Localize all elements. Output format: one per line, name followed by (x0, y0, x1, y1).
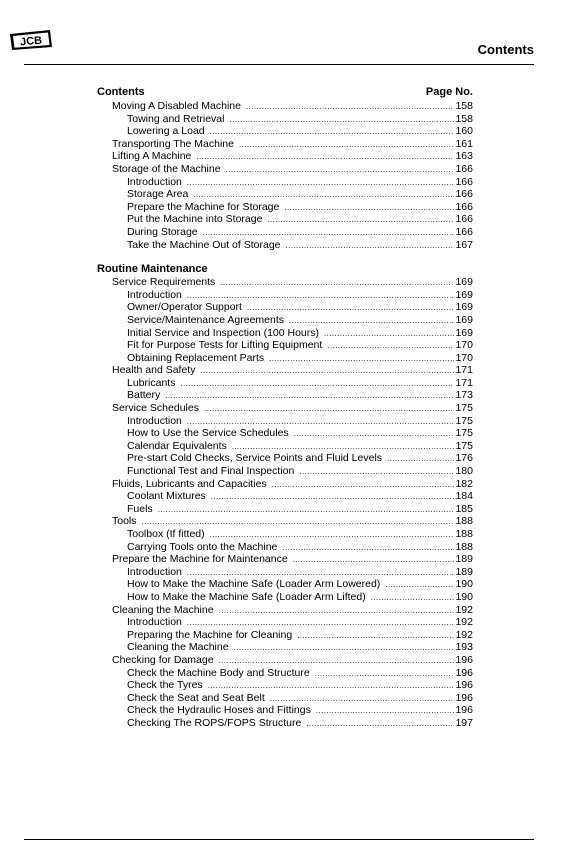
toc-entry[interactable] (97, 578, 473, 591)
toc-entry[interactable] (97, 654, 473, 667)
toc-entry-page: 184 (455, 490, 473, 503)
toc-entry[interactable] (97, 150, 473, 163)
toc-entry-page: 166 (455, 162, 473, 175)
toc-entry-title: Obtaining Replacement Parts (127, 351, 265, 364)
toc-entry-title: How to Make the Machine Safe (Loader Arm Lowered) (127, 578, 381, 591)
toc-entry-title: Service Requirements (112, 276, 216, 289)
toc-entry[interactable] (97, 402, 473, 415)
toc-entry-title: Introduction (127, 414, 182, 427)
toc-entry-title: Check the Hydraulic Hoses and Fittings (127, 704, 311, 717)
toc-dot-leader (246, 101, 454, 114)
toc-entry-page: 175 (455, 414, 473, 427)
toc-entry[interactable] (97, 125, 473, 138)
toc-dot-leader (226, 164, 455, 177)
toc-dot-leader (324, 328, 454, 341)
toc-entry[interactable] (97, 213, 473, 226)
toc-entry-page: 188 (455, 528, 473, 540)
toc-section-title: Routine Maintenance (97, 263, 208, 276)
toc-entry-title: Pre-start Cold Checks, Service Points and Fluid Levels (127, 452, 383, 465)
table-of-contents (97, 86, 473, 730)
toc-entry-title: Transporting The Machine (112, 137, 234, 150)
toc-dot-leader (371, 592, 455, 605)
toc-entry[interactable] (97, 679, 473, 692)
toc-entry-page: 169 (455, 276, 473, 289)
toc-entry[interactable] (97, 465, 473, 478)
toc-dot-leader (200, 365, 454, 378)
toc-entry-page: 166 (455, 200, 473, 213)
toc-dot-leader (272, 479, 455, 492)
toc-entry[interactable] (97, 176, 473, 189)
toc-entry[interactable] (97, 641, 473, 654)
toc-dot-leader (220, 277, 454, 290)
toc-entry[interactable] (97, 113, 473, 126)
toc-entry-page: 196 (455, 691, 473, 704)
toc-entry-page: 161 (455, 137, 473, 150)
toc-entry-page: 192 (455, 616, 473, 629)
toc-entry-title: Lowering a Load (127, 125, 205, 138)
toc-entry[interactable] (97, 616, 473, 629)
toc-entry-title: How to Make the Machine Safe (Loader Arm Lifted) (127, 590, 366, 603)
toc-entry-page: 188 (455, 515, 473, 528)
toc-dot-leader (387, 453, 454, 466)
toc-entry-page: 192 (455, 603, 473, 616)
toc-dot-leader (234, 642, 455, 655)
toc-header (97, 86, 473, 99)
toc-entry[interactable] (97, 427, 473, 440)
toc-entry-title: Health and Safety (112, 364, 196, 377)
toc-entry[interactable] (97, 667, 473, 680)
toc-entry[interactable] (97, 478, 473, 491)
toc-entry-page: 169 (455, 288, 473, 301)
toc-entry-page: 169 (455, 313, 473, 326)
toc-entry[interactable] (97, 377, 473, 390)
toc-entry-page: 169 (455, 301, 473, 314)
toc-dot-leader (294, 428, 455, 441)
toc-entry-title: Checking The ROPS/FOPS Structure (127, 716, 302, 729)
toc-entry-page: 196 (455, 653, 473, 666)
jcb-logo (6, 28, 54, 52)
toc-dot-leader (210, 126, 455, 139)
toc-dot-leader (211, 491, 455, 504)
toc-entry-title: Service/Maintenance Agreements (127, 313, 285, 326)
svg-text:JCB: JCB (19, 34, 43, 49)
toc-entry-title: Introduction (127, 565, 182, 578)
toc-entry-page: 170 (455, 351, 473, 364)
toc-entry-title: Cleaning the Machine (112, 603, 214, 616)
toc-entry-title: Storage Area (127, 188, 189, 201)
toc-entry-title: Lubricants (127, 376, 176, 389)
toc-entry[interactable] (97, 541, 473, 554)
toc-entry-page: 160 (455, 125, 473, 138)
toc-entry[interactable] (97, 226, 473, 239)
toc-entry-title: Put the Machine into Storage (127, 213, 263, 226)
toc-entry[interactable] (97, 389, 473, 402)
toc-entry-title: Prepare the Machine for Storage (127, 200, 280, 213)
toc-entry[interactable] (97, 188, 473, 201)
toc-entry-page: 193 (455, 641, 473, 654)
toc-entry-title: Moving A Disabled Machine (112, 100, 241, 112)
toc-entry-title: Fit for Purpose Tests for Lifting Equipment (127, 339, 323, 352)
toc-entry-page: 170 (455, 339, 473, 352)
toc-dot-leader (229, 114, 454, 127)
toc-entry[interactable] (97, 553, 473, 566)
toc-entry-page: 189 (455, 553, 473, 566)
toc-entry-page: 158 (455, 100, 473, 112)
toc-entry-page: 173 (455, 389, 473, 402)
toc-entry[interactable] (97, 415, 473, 428)
toc-dot-leader (219, 605, 455, 618)
toc-entry-page: 190 (455, 590, 473, 603)
toc-entry-title: Introduction (127, 175, 182, 188)
toc-entry-title: Check the Seat and Seat Belt (127, 691, 265, 704)
toc-entry-page: 196 (455, 679, 473, 692)
toc-entry-page: 169 (455, 326, 473, 339)
toc-entry-title: Initial Service and Inspection (100 Hours) (127, 326, 320, 339)
toc-entry-title: How to Use the Service Schedules (127, 427, 289, 440)
toc-entry-title: During Storage (127, 225, 198, 238)
toc-entry-title: Tools (112, 515, 137, 528)
toc-column-title: Contents (97, 86, 145, 98)
toc-entry[interactable] (97, 528, 473, 541)
toc-entry-title: Check the Machine Body and Structure (127, 666, 310, 679)
toc-dot-leader (165, 390, 454, 403)
toc-dot-leader (284, 202, 454, 215)
toc-entry-title: Owner/Operator Support (127, 301, 242, 314)
toc-entry-page: 166 (455, 213, 473, 226)
toc-entry[interactable] (97, 352, 473, 365)
toc-entry-page: 197 (455, 716, 473, 729)
toc-entry-title: Toolbox (If fitted) (127, 528, 205, 540)
toc-entry[interactable] (97, 717, 473, 730)
toc-entry[interactable] (97, 289, 473, 302)
toc-entry-page: 189 (455, 565, 473, 578)
toc-entry[interactable] (97, 490, 473, 503)
toc-entry-title: Take the Machine Out of Storage (127, 238, 281, 251)
toc-entry-title: Checking for Damage (112, 653, 214, 666)
toc-entry-title: Battery (127, 389, 161, 402)
toc-entry[interactable] (97, 239, 473, 252)
toc-entry[interactable] (97, 314, 473, 327)
toc-entry-page: 166 (455, 225, 473, 238)
toc-dot-leader (327, 340, 454, 353)
toc-entry-page: 190 (455, 578, 473, 591)
toc-entry-page: 166 (455, 188, 473, 201)
toc-entry[interactable] (97, 327, 473, 340)
toc-entry-page: 171 (455, 376, 473, 389)
toc-entry-page: 175 (455, 439, 473, 452)
toc-entry[interactable] (97, 301, 473, 314)
toc-entry-title: Towing and Retrieval (127, 112, 225, 125)
toc-entry-page: 192 (455, 628, 473, 641)
toc-entry-title: Coolant Mixtures (127, 490, 206, 503)
toc-entry[interactable] (97, 339, 473, 352)
toc-entry[interactable] (97, 692, 473, 705)
toc-entry-page: 171 (455, 364, 473, 377)
toc-entry[interactable] (97, 276, 473, 289)
toc-entry-title: Introduction (127, 616, 182, 629)
toc-entry[interactable] (97, 566, 473, 579)
toc-entry-title: Check the Tyres (127, 679, 203, 692)
toc-entry-page: 196 (455, 704, 473, 717)
toc-entry-page: 176 (455, 452, 473, 465)
toc-entry[interactable] (97, 440, 473, 453)
toc-dot-leader (293, 554, 455, 567)
toc-dot-leader (267, 214, 454, 227)
toc-entry-page: 182 (455, 477, 473, 490)
toc-entry-title: Carrying Tools onto the Machine (127, 540, 278, 553)
toc-entry[interactable] (97, 704, 473, 717)
toc-entry[interactable] (97, 515, 473, 528)
toc-dot-leader (158, 504, 455, 517)
toc-entry-title: Storage of the Machine (112, 162, 221, 175)
toc-entry-page: 196 (455, 666, 473, 679)
toc-entry[interactable] (97, 364, 473, 377)
toc-entry[interactable] (97, 591, 473, 604)
toc-dot-leader (385, 579, 454, 592)
toc-entry[interactable] (97, 604, 473, 617)
toc-dot-leader (297, 630, 454, 643)
toc-entry[interactable] (97, 503, 473, 516)
toc-entry-title: Lifting A Machine (112, 150, 192, 163)
toc-column-page: Page No. (425, 86, 473, 98)
toc-entry-page: 185 (455, 502, 473, 515)
toc-entry-page: 166 (455, 175, 473, 188)
toc-dot-leader (315, 668, 455, 681)
toc-entry-page: 188 (455, 540, 473, 553)
toc-entry-title: Introduction (127, 288, 182, 301)
toc-dot-leader (239, 139, 454, 152)
toc-entry[interactable] (97, 163, 473, 176)
header-divider (24, 64, 534, 65)
toc-entry-title: Calendar Equivalents (127, 439, 227, 452)
page-header-title: Contents (477, 42, 534, 57)
toc-entry[interactable] (97, 138, 473, 151)
toc-entry-page: 175 (455, 427, 473, 440)
toc-entry[interactable] (97, 100, 473, 113)
toc-dot-leader (187, 177, 455, 190)
toc-entry-title: Fuels (127, 502, 153, 515)
toc-entry[interactable] (97, 629, 473, 642)
toc-entry[interactable] (97, 201, 473, 214)
toc-entry-page: 158 (455, 112, 473, 125)
toc-entry-title: Functional Test and Final Inspection (127, 465, 295, 478)
toc-dot-leader (196, 151, 454, 164)
toc-dot-leader (306, 718, 454, 731)
toc-dot-leader (286, 240, 455, 253)
toc-dot-leader (204, 403, 455, 416)
toc-dot-leader (316, 705, 455, 718)
toc-entry-title: Prepare the Machine for Maintenance (112, 553, 288, 566)
toc-entry-title: Service Schedules (112, 402, 199, 415)
toc-dot-leader (180, 378, 454, 391)
toc-entry-title: Cleaning the Machine (127, 641, 229, 654)
toc-entry-title: Preparing the Machine for Cleaning (127, 628, 293, 641)
toc-entry-page: 180 (455, 465, 473, 478)
toc-entry-page: 163 (455, 150, 473, 163)
toc-dot-leader (282, 542, 454, 555)
toc-entry-page: 167 (455, 238, 473, 251)
toc-dot-leader (299, 466, 454, 479)
toc-dot-leader (269, 353, 454, 366)
toc-entry[interactable] (97, 452, 473, 465)
footer-divider (24, 839, 534, 840)
toc-entry-title: Fluids, Lubricants and Capacities (112, 477, 267, 490)
toc-entry-page: 175 (455, 402, 473, 415)
toc-body (97, 100, 473, 730)
